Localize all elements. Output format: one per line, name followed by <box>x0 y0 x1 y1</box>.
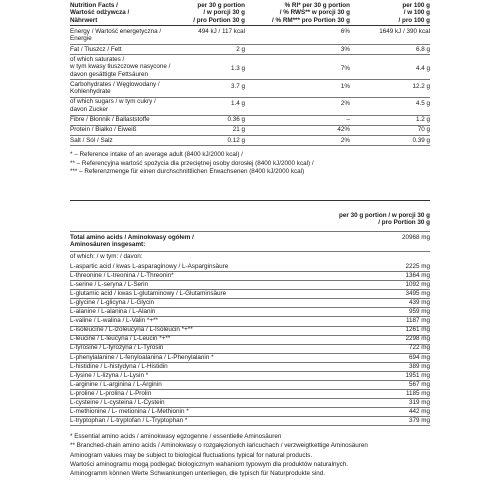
amino-acid-name: L-tryptophan / L-tryptofan / L-Tryptophan * <box>70 416 188 424</box>
nutrition-header-cell: Wartość odżywcza / <box>70 9 130 17</box>
footnote: ** – Referencyjna wartość spożycia dla przeciętnej osoby dorosłej (8400 kJ/2000 kcal) / <box>70 159 314 167</box>
nutrient-label: Salt / Sól / Salz <box>70 136 113 144</box>
nutrient-value-per-portion: 21 g <box>232 126 245 134</box>
nutrition-header-cell: Nutrition Facts / <box>70 2 118 9</box>
amino-acid-name: L-threonine / L-treonina / L-Threonin* <box>70 272 174 280</box>
amino-acid-name: L-alanine / L-alanina / L-Alanin <box>70 308 156 316</box>
nutrient-value-per-100g: 12.2 g <box>412 82 430 90</box>
nutrient-label: Fat / Tłuszcz / Fett <box>70 45 122 53</box>
nutrient-ri-percent: 2% <box>340 100 350 108</box>
amino-acid-value: 1261 mg <box>405 326 430 334</box>
nutrient-value-per-100g: 1649 kJ / 390 kcal <box>379 28 430 35</box>
amino-acid-value: 442 mg <box>408 407 430 415</box>
nutrition-header-cell: / % RM*** pro Portion 30 g <box>271 16 350 24</box>
amino-header-cell: / pro Portion 30 g <box>378 219 430 227</box>
amino-acid-value: 2225 mg <box>405 263 430 270</box>
nutrient-value-per-100g: 6.8 g <box>415 45 430 53</box>
amino-acid-value: 379 mg <box>408 416 430 424</box>
amino-acid-name: L-isoleucine / L-izoleucyna / L-Isoleucin *+** <box>70 326 193 334</box>
amino-footnote: Aminogramm können Werte Schwankungen unterliegen, die typisch für Naturprodukte sind. <box>70 470 326 477</box>
nutrient-ri-percent: 7% <box>340 65 350 73</box>
divider <box>70 25 430 26</box>
nutrition-header-cell: / pro 100 g <box>398 16 430 24</box>
amino-acid-value: 3495 mg <box>405 290 430 298</box>
amino-acid-value: 1364 mg <box>405 272 430 280</box>
amino-acid-value: 1951 mg <box>405 371 430 379</box>
nutrient-ri-percent: 6% <box>340 28 350 35</box>
amino-footnote: Aminogram values may be subject to biological fluctuations typical for natural products. <box>70 452 313 459</box>
amino-footnote: * Essential amino acids / aminokwasy egzogenne / essentielle Aminosäuren <box>70 433 282 440</box>
amino-acid-name: L-lysine / L-lizyna / L-Lysin * <box>70 371 149 379</box>
divider <box>70 231 430 232</box>
amino-acid-value: 959 mg <box>408 308 430 316</box>
nutrient-value-per-portion: 0.36 g <box>227 116 245 123</box>
nutrition-header-cell: % RI* per 30 g portion <box>284 2 350 9</box>
amino-acid-value: 439 mg <box>408 299 430 307</box>
nutrient-value-per-portion: 1.4 g <box>230 100 245 108</box>
footnote: *** – Referenzmenge für einen durchschnittlichen Erwachsenen (8400 kJ/2000 kcal) <box>70 168 305 176</box>
section-divider <box>70 200 430 201</box>
amino-acid-value: 567 mg <box>408 380 430 388</box>
amino-acid-value: 1187 mg <box>405 317 430 325</box>
nutrient-value-per-portion: 0.12 g <box>227 136 245 144</box>
nutrition-header-cell: / pro Portion 30 g <box>193 16 245 24</box>
amino-acid-name: L-valine / L-walina / L-Valin *+** <box>70 317 158 325</box>
amino-acid-value: 1185 mg <box>405 389 430 397</box>
nutrition-header-cell: per 100 g <box>402 2 430 9</box>
amino-acid-value: 722 mg <box>408 344 430 352</box>
nutrient-ri-percent: 2% <box>340 136 350 144</box>
amino-acid-value: 2298 mg <box>405 335 430 343</box>
row-divider <box>70 425 430 426</box>
amino-acid-value: 694 mg <box>408 353 430 361</box>
amino-acid-name: L-glutamic acid / kwas L-glutaminowy / L-Glutaminsäure <box>70 290 227 298</box>
amino-acid-name: L-arginine / L-arginina / L-Arginin <box>70 380 162 388</box>
nutrient-value-per-100g: 1.2 g <box>415 116 430 123</box>
nutrition-header-cell: / w 100 g <box>403 9 430 17</box>
amino-header-cell: per 30 g portion / w porcji 30 g <box>339 212 430 219</box>
amino-acid-name: L-proline / L-prolina / L-Prolin <box>70 389 152 397</box>
nutrition-header-cell: / w porcji 30 g <box>203 9 245 17</box>
amino-acid-value: 389 mg <box>408 362 430 370</box>
nutrient-label: Carbohydrates / Węglowodany / <box>70 80 160 88</box>
nutrient-label: Protein / Białko / Eiweiß <box>70 126 137 134</box>
nutrient-value-per-portion: 2 g <box>236 45 245 53</box>
nutrient-label: Kohlenhydrate <box>70 88 111 96</box>
amino-acid-name: L-aspartic acid / kwas L-asparaginowy / L-Asparginsäure <box>70 263 229 270</box>
nutrient-label: of which saturates / <box>70 55 125 63</box>
nutrient-label: w tym kwasy tłuszczowe nasycone / <box>70 63 171 71</box>
amino-total-label: Total amino acids / Aminokwasy ogółem / <box>70 234 194 241</box>
amino-acid-name: L-phenylalanine / L-fenyloalanina / L-Phenylalanin * <box>70 353 214 361</box>
amino-total-label: Aminosäuren insgesamt: <box>70 241 146 249</box>
row-divider <box>70 145 430 146</box>
nutrient-label: davon Zucker <box>70 105 109 113</box>
nutrient-ri-percent: – <box>346 116 350 123</box>
amino-acid-value: 319 mg <box>408 398 430 406</box>
nutrient-value-per-100g: 70 g <box>417 126 430 134</box>
nutrient-value-per-100g: 4.4 g <box>415 65 430 73</box>
amino-acid-name: L-methionine / L- metionina / L-Methionin * <box>70 407 189 415</box>
nutrient-value-per-portion: 1.3 g <box>230 65 245 73</box>
amino-total-value: 20968 mg <box>401 234 430 241</box>
nutrient-value-per-portion: 494 kJ / 117 kcal <box>198 28 245 35</box>
nutrient-label: Fibre / Błonnik / Ballaststoffe <box>70 116 150 123</box>
nutrient-ri-percent: 3% <box>340 45 350 53</box>
nutrient-label: of which sugars / w tym cukry / <box>70 98 156 106</box>
amino-acid-name: L-serine / L-seryna / L-Serin <box>70 281 149 289</box>
amino-footnote: Wartości aminogramu mogą podlegać biologicznym wahaniom typowym dla produktów naturalnych. <box>70 461 349 468</box>
nutrient-value-per-100g: 0.39 g <box>412 136 430 144</box>
amino-acid-name: L-tyrosine / L-tyrozyna / L-Tyrosin <box>70 344 164 352</box>
nutrient-ri-percent: 42% <box>337 126 350 134</box>
nutrient-label: Energie <box>70 35 92 43</box>
amino-acid-name: L-cysteine / L-cysteina / L-Cystein <box>70 398 165 406</box>
footnote: * – Reference intake of an average adult (8400 kJ/2000 kcal) / <box>70 150 243 158</box>
divider <box>70 251 430 252</box>
nutrient-value-per-portion: 3.7 g <box>230 82 245 90</box>
amino-acid-name: L-leucine / L-leucyna / L-Leucin *+** <box>70 335 171 343</box>
amino-acid-name: L-histidine / L-histydyna / L-Histidin <box>70 362 168 370</box>
nutrient-label: Energy / Wartość energetyczna / <box>70 28 162 35</box>
amino-footnote: ** Branched-chain amino acids / Aminokwasy o rozgałęzionych łańcuchach / verzweigtkettige Aminosäuren <box>70 442 368 449</box>
amino-acid-name: L-glycine / L-glicyna / L-Glycin <box>70 299 154 307</box>
nutrient-ri-percent: 1% <box>340 82 350 90</box>
nutrition-header-cell: Nährwert <box>70 16 98 24</box>
nutrition-header-cell: per 30 g portion <box>197 2 245 9</box>
nutrition-header-cell: / % RWS** w porcji 30 g <box>279 9 350 17</box>
nutrient-value-per-100g: 4.5 g <box>415 100 430 108</box>
amino-of-which: of which: / w tym: / davon: <box>70 253 143 260</box>
nutrient-label: davon gesättigte Fettsäuren <box>70 70 149 78</box>
amino-acid-value: 1092 mg <box>405 281 430 289</box>
